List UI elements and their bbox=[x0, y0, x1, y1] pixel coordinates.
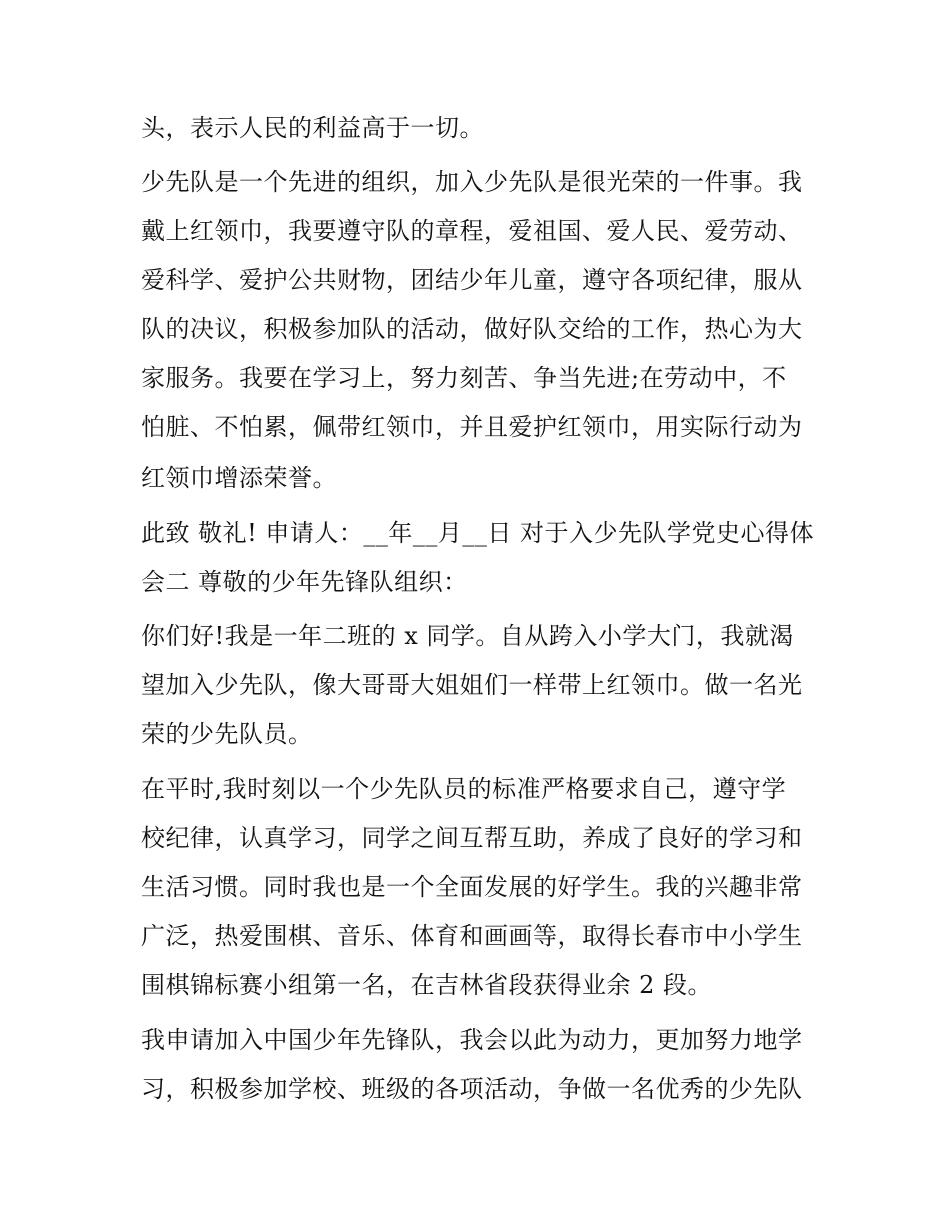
text-line: 荣的少先队员。 bbox=[141, 720, 313, 748]
text-line: 戴上红领巾，我要遵守队的章程，爱祖国、爱人民、爱劳动、 bbox=[141, 217, 803, 245]
text-line: 生活习惯。同时我也是一个全面发展的好学生。我的兴趣非常 bbox=[141, 873, 803, 901]
text-line: 习，积极参加学校、班级的各项活动，争做一名优秀的少先队 bbox=[141, 1075, 803, 1103]
text-line: 此致 敬礼! 申请人：__年__月__日 对于入少先队学党史心得体 bbox=[141, 519, 815, 547]
text-line: 头，表示人民的利益高于一切。 bbox=[141, 114, 484, 142]
text-line: 少先队是一个先进的组织，加入少先队是很光荣的一件事。我 bbox=[141, 168, 803, 196]
text-line: 红领巾增添荣誉。 bbox=[141, 464, 337, 492]
text-line: 爱科学、爱护公共财物，团结少年儿童，遵守各项纪律，服从 bbox=[141, 266, 803, 294]
text-line: 校纪律，认真学习，同学之间互帮互助，养成了良好的学习和 bbox=[141, 824, 803, 852]
text-line: 围棋锦标赛小组第一名，在吉林省段获得业余 2 段。 bbox=[141, 971, 713, 999]
text-line: 你们好!我是一年二班的 x 同学。自从跨入小学大门，我就渴 bbox=[141, 622, 794, 650]
text-line: 家服务。我要在学习上，努力刻苦、争当先进;在劳动中，不 bbox=[141, 364, 787, 392]
text-line: 我申请加入中国少年先锋队，我会以此为动力，更加努力地学 bbox=[141, 1026, 803, 1054]
text-line: 队的决议，积极参加队的活动，做好队交给的工作，热心为大 bbox=[141, 315, 803, 343]
text-line: 怕脏、不怕累，佩带红领巾，并且爱护红领巾，用实际行动为 bbox=[141, 413, 803, 441]
text-line: 广泛，热爱围棋、音乐、体育和画画等，取得长春市中小学生 bbox=[141, 922, 803, 950]
text-line: 望加入少先队，像大哥哥大姐姐们一样带上红领巾。做一名光 bbox=[141, 671, 803, 699]
text-line: 会二 尊敬的少年先锋队组织： bbox=[141, 568, 468, 596]
text-line: 在平时,我时刻以一个少先队员的标准严格要求自己，遵守学 bbox=[141, 775, 787, 803]
